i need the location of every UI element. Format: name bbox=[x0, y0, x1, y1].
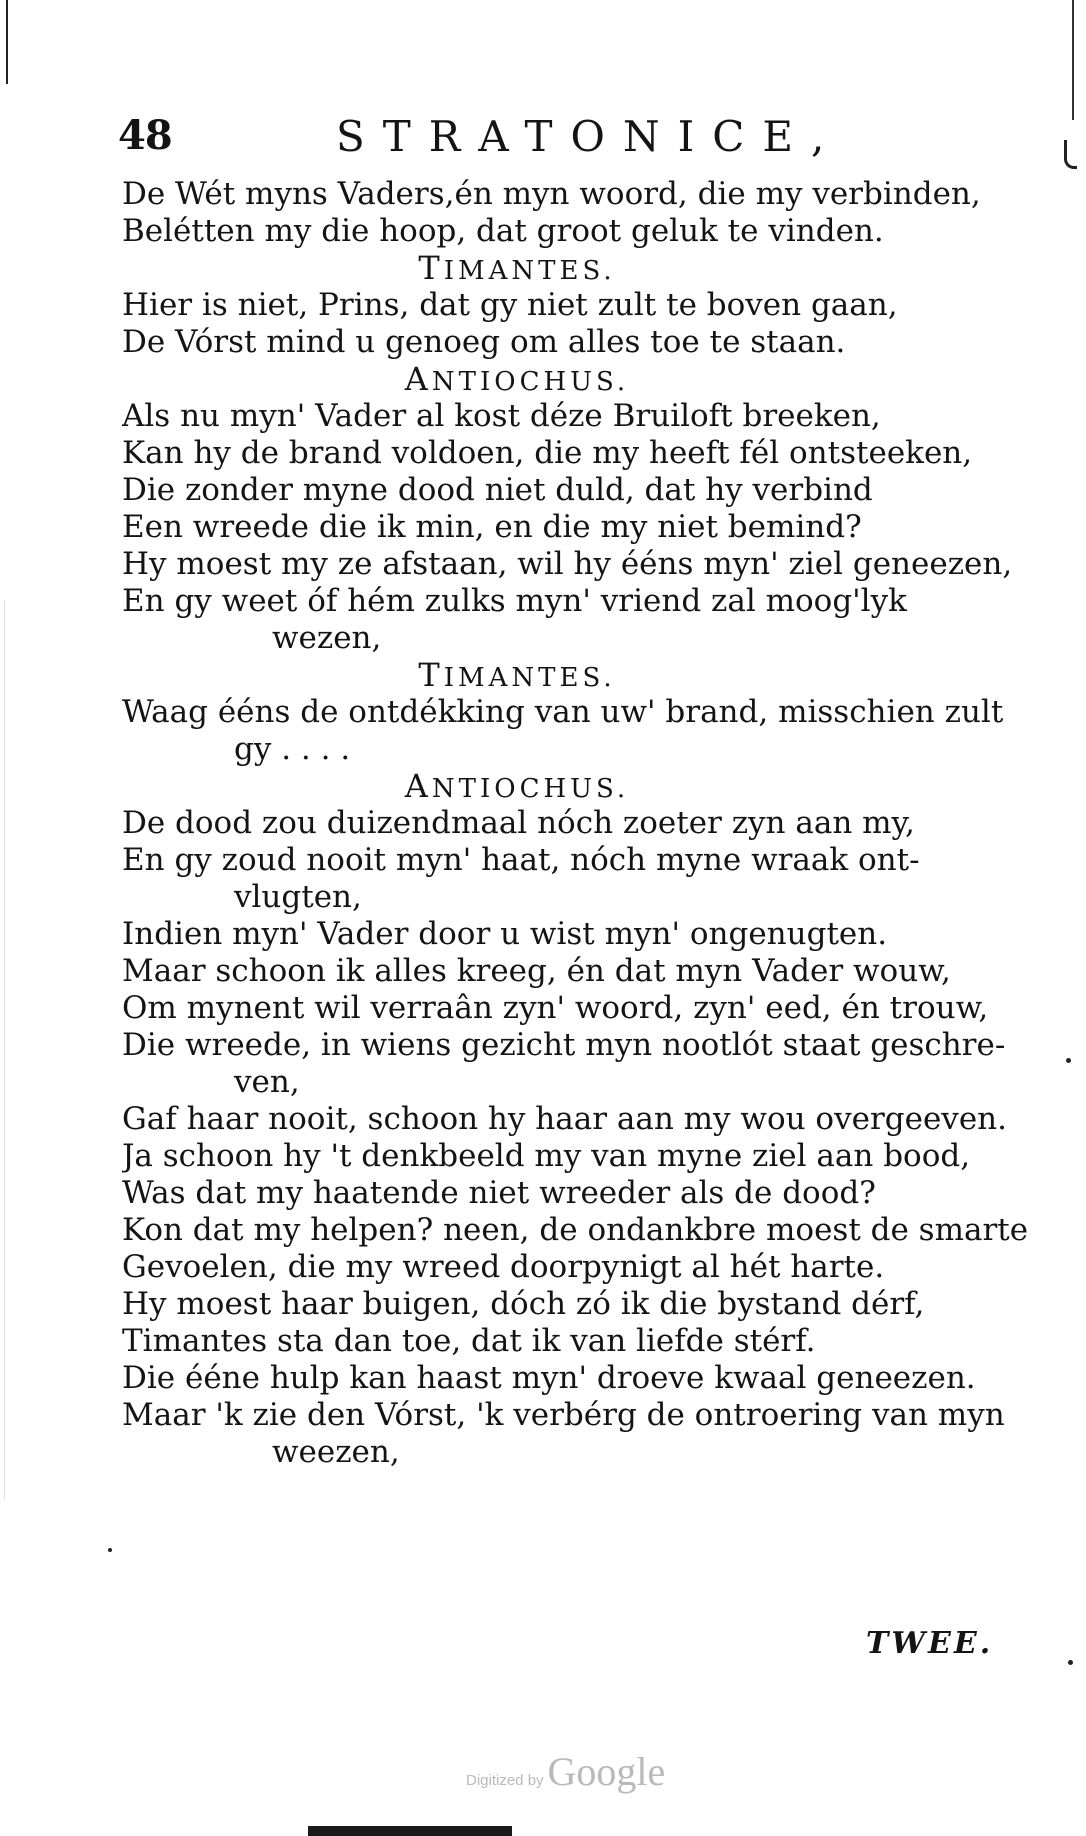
running-title: STRATONICE, bbox=[336, 112, 843, 161]
verse-line: En gy zoud nooit myn' haat, nóch myne wraak ont- bbox=[122, 842, 920, 878]
ink-speck bbox=[108, 1548, 112, 1552]
catchword: TWEE. bbox=[866, 1626, 994, 1661]
speaker-name: ANTIOCHUS. bbox=[404, 768, 630, 805]
ink-speck bbox=[1066, 1058, 1071, 1063]
verse-line: Die zonder myne dood niet duld, dat hy verbind bbox=[122, 472, 873, 508]
verse-line: De Vórst mind u genoeg om alles toe te staan. bbox=[122, 324, 846, 360]
verse-line: Belétten my die hoop, dat groot geluk te vinden. bbox=[122, 213, 884, 249]
verse-line: Ja schoon hy 't denkbeeld my van myne ziel aan bood, bbox=[122, 1138, 971, 1174]
verse-line: Als nu myn' Vader al kost déze Bruiloft breeken, bbox=[122, 398, 881, 434]
verse-line-continuation: weezen, bbox=[272, 1434, 400, 1470]
verse-line-continuation: gy . . . . bbox=[234, 731, 351, 767]
page-edge-left bbox=[6, 0, 8, 84]
verse-text bbox=[122, 176, 1042, 1471]
verse-line: Een wreede die ik min, en die my niet bemind? bbox=[122, 509, 862, 545]
page-edge-mark bbox=[1064, 140, 1077, 169]
verse-line: Hy moest my ze afstaan, wil hy ééns myn' ziel geneezen, bbox=[122, 546, 1013, 582]
verse-line: Hy moest haar buigen, dóch zó ik die bystand dérf, bbox=[122, 1286, 925, 1322]
verse-line-continuation: vlugten, bbox=[234, 879, 362, 915]
speaker-name: TIMANTES. bbox=[418, 250, 616, 287]
verse-line: Om mynent wil verraân zyn' woord, zyn' eed, én trouw, bbox=[122, 990, 989, 1026]
verse-line: De dood zou duizendmaal nóch zoeter zyn aan my, bbox=[122, 805, 915, 841]
verse-line: Maar 'k zie den Vórst, 'k verbérg de ontroering van myn bbox=[122, 1397, 1005, 1433]
verse-line: Hier is niet, Prins, dat gy niet zult te boven gaan, bbox=[122, 287, 898, 323]
verse-line-continuation: wezen, bbox=[272, 620, 382, 656]
verse-line: Maar schoon ik alles kreeg, én dat myn Vader wouw, bbox=[122, 953, 951, 989]
verse-line-continuation: ven, bbox=[234, 1064, 300, 1100]
ink-speck bbox=[1068, 1660, 1073, 1665]
speaker-name: ANTIOCHUS. bbox=[404, 361, 630, 398]
verse-line: Waag ééns de ontdékking van uw' brand, misschien zult bbox=[122, 694, 1004, 730]
verse-line: Kon dat my helpen? neen, de ondankbre moest de smarte bbox=[122, 1212, 1029, 1248]
page-header bbox=[118, 112, 843, 168]
bottom-rule bbox=[308, 1826, 512, 1836]
page-edge-shadow bbox=[4, 600, 5, 1500]
verse-line: De Wét myns Vaders,én myn woord, die my verbinden, bbox=[122, 176, 981, 212]
verse-line: Gaf haar nooit, schoon hy haar aan my wou overgeeven. bbox=[122, 1101, 1007, 1137]
speaker-name: TIMANTES. bbox=[418, 657, 616, 694]
verse-line: Timantes sta dan toe, dat ik van liefde stérf. bbox=[122, 1323, 816, 1359]
page-number: 48 bbox=[118, 112, 172, 159]
verse-line: En gy weet óf hém zulks myn' vriend zal moog'lyk bbox=[122, 583, 907, 619]
digitized-watermark bbox=[466, 1748, 665, 1795]
watermark-small-text: Digitized by bbox=[466, 1772, 544, 1789]
verse-line: Die ééne hulp kan haast myn' droeve kwaal geneezen. bbox=[122, 1360, 976, 1396]
verse-line: Indien myn' Vader door u wist myn' ongenugten. bbox=[122, 916, 888, 952]
verse-line: Gevoelen, die my wreed doorpynigt al hét harte. bbox=[122, 1249, 885, 1285]
page-edge-right bbox=[1072, 0, 1074, 120]
verse-line: Die wreede, in wiens gezicht myn nootlót staat geschre- bbox=[122, 1027, 1006, 1063]
verse-line: Was dat my haatende niet wreeder als de dood? bbox=[122, 1175, 876, 1211]
verse-line: Kan hy de brand voldoen, die my heeft fél ontsteeken, bbox=[122, 435, 973, 471]
google-logo-text: Google bbox=[547, 1749, 666, 1794]
